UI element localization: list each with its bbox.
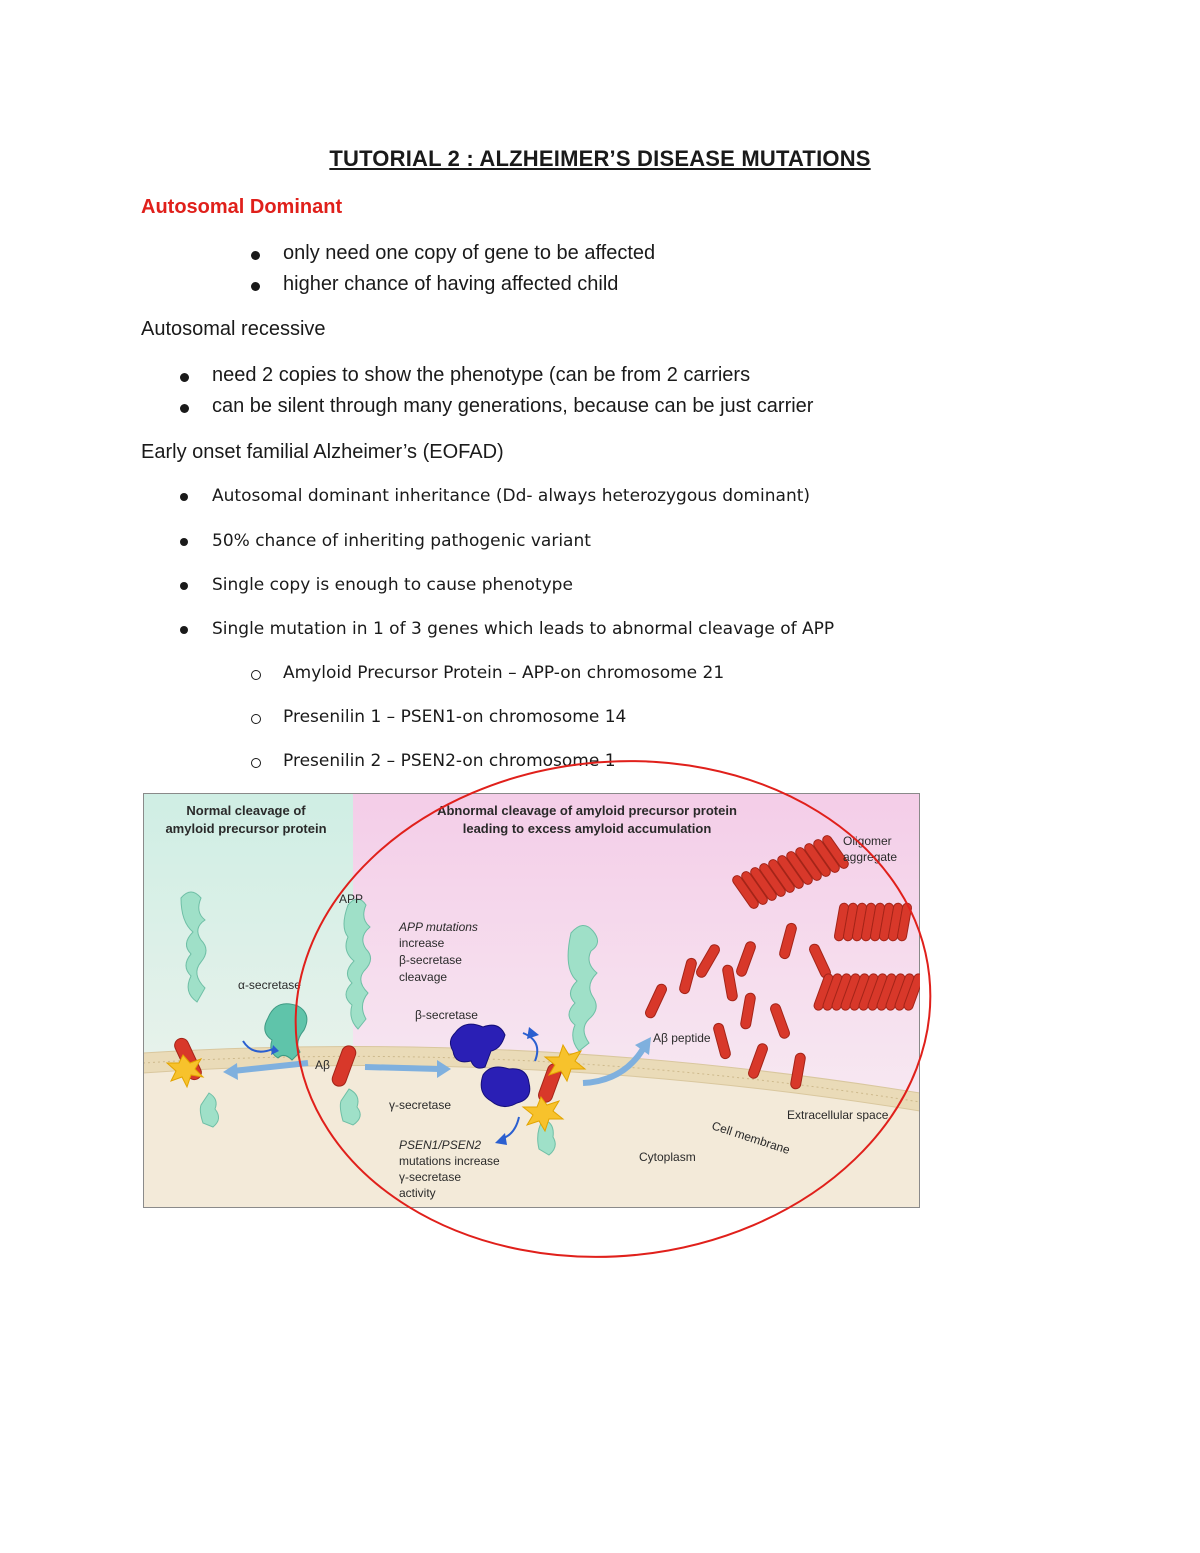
sub-bullet-item [283, 707, 626, 727]
bullet-dot-icon [180, 626, 188, 634]
psen-mutations-line4: activity [399, 1186, 436, 1200]
abeta-label: Aβ [315, 1058, 330, 1072]
gamma-secretase-label: γ-secretase [389, 1098, 452, 1112]
bullet-dot-icon [180, 538, 188, 546]
beta-secretase-label: β-secretase [415, 1008, 478, 1022]
psen-mutations-line3: γ-secretase [399, 1170, 462, 1184]
bullet-text: Single copy is enough to cause phenotype [212, 575, 573, 595]
oligomer-label-line2: aggregate [843, 850, 898, 864]
bullet-dot-icon [251, 282, 260, 291]
right-panel-title-line2: leading to excess amyloid accumulation [462, 821, 712, 836]
bullet-ring-icon [251, 670, 261, 680]
left-panel-title-line1: Normal cleavage of [186, 803, 306, 818]
bullet-text: higher chance of having affected child [283, 273, 619, 295]
bullet-text: need 2 copies to show the phenotype (can be from 2 carriers [212, 364, 751, 386]
cell-membrane-label: Cell membrane [710, 1118, 792, 1157]
app-mutations-line4: cleavage [399, 970, 448, 984]
bullet-dot-icon [180, 373, 189, 382]
bullet-text: Autosomal dominant inheritance (Dd- always heterozygous dominant) [212, 486, 811, 506]
page-title: TUTORIAL 2 : ALZHEIMER’S DISEASE MUTATIONS [329, 146, 871, 171]
bullet-text: only need one copy of gene to be affected [283, 242, 656, 264]
cytoplasm-label: Cytoplasm [639, 1150, 696, 1164]
bullet-text: Amyloid Precursor Protein – APP-on chromosome 21 [283, 663, 725, 683]
heading-autosomal-dominant: Autosomal Dominant [141, 196, 343, 218]
bullet-text: can be silent through many generations, because can be just carrier [212, 395, 814, 417]
oligomer-stack-2 [834, 903, 912, 942]
app-mutations-line2: increase [399, 936, 445, 950]
bullet-text: Presenilin 1 – PSEN1-on chromosome 14 [283, 707, 627, 727]
left-panel-title-line2: amyloid precursor protein [165, 821, 327, 836]
amyloid-cleavage-figure [143, 793, 920, 1208]
bullet-item [212, 531, 591, 551]
bullet-item [212, 364, 750, 387]
bullet-ring-icon [251, 714, 261, 724]
oligomer-stack-3 [813, 973, 920, 1012]
bullet-dot-icon [180, 404, 189, 413]
heading-eofad: Early onset familial Alzheimer’s (EOFAD) [141, 441, 504, 463]
bullet-item [283, 273, 618, 296]
bullet-dot-icon [180, 582, 188, 590]
psen-mutations-line2: mutations increase [399, 1154, 500, 1168]
bullet-item [283, 242, 655, 265]
heading-autosomal-recessive: Autosomal recessive [141, 318, 326, 340]
extracellular-space-label: Extracellular space [787, 1108, 889, 1122]
alpha-secretase-label: α-secretase [238, 978, 301, 992]
bullet-item [212, 395, 813, 418]
sub-bullet-item [283, 663, 724, 683]
app-label: APP [339, 892, 364, 906]
bullet-text: Presenilin 2 – PSEN2-on chromosome 1 [283, 751, 616, 771]
sub-bullet-item [283, 751, 616, 771]
bullet-ring-icon [251, 758, 261, 768]
bullet-dot-icon [180, 493, 188, 501]
bullet-text: Single mutation in 1 of 3 genes which leads to abnormal cleavage of APP [212, 619, 835, 639]
bullet-item [212, 575, 573, 595]
bullet-item [212, 486, 810, 506]
bullet-text: 50% chance of inheriting pathogenic variant [212, 531, 591, 551]
bullet-item [212, 619, 834, 639]
right-panel-title-line1: Abnormal cleavage of amyloid precursor protein [437, 803, 737, 818]
app-mutations-line1: APP mutations [399, 920, 478, 934]
abeta-peptide-label: Aβ peptide [653, 1031, 711, 1045]
bullet-dot-icon [251, 251, 260, 260]
app-mutations-line3: β-secretase [399, 953, 462, 967]
oligomer-label-line1: Oligomer [843, 834, 892, 848]
psen-mutations-line1: PSEN1/PSEN2 [399, 1138, 482, 1152]
